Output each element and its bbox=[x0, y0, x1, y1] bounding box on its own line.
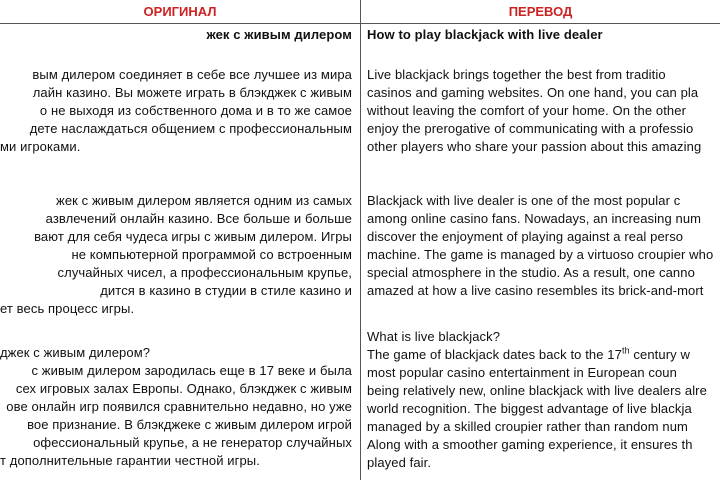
original-line: ет весь процесс игры. bbox=[0, 301, 135, 316]
translation-column-header: ПЕРЕВОД bbox=[361, 0, 720, 24]
translation-title: How to play blackjack with live dealer bbox=[367, 27, 603, 42]
original-line: о не выходя из собственного дома и в то же самое bbox=[39, 103, 352, 118]
original-line: азвлечений онлайн казино. Все больше и больше bbox=[45, 211, 352, 226]
translation-line: special atmosphere in the studio. As a result, one canno bbox=[367, 265, 695, 280]
translation-line bbox=[367, 346, 690, 364]
original-subheading: джек с живым дилером? bbox=[0, 345, 151, 360]
translation-line: casinos and gaming websites. On one hand, you can pla bbox=[367, 85, 699, 100]
translation-line: discover the enjoyment of playing against a real perso bbox=[367, 229, 684, 244]
original-line: случайных чисел, а профессиональным крупье, bbox=[57, 265, 352, 280]
original-line: с живым дилером зародилась еще в 17 веке и была bbox=[31, 363, 352, 378]
original-column bbox=[0, 24, 360, 480]
translation-line: without leaving the comfort of your home. On the other bbox=[367, 103, 687, 118]
original-line: ми игроками. bbox=[0, 139, 81, 154]
original-line: сех игровых залах Европы. Однако, блэкджек с живым bbox=[15, 381, 352, 396]
translation-line: amazed at how a live casino resembles its brick-and-mort bbox=[367, 283, 704, 298]
original-line: лайн казино. Вы можете играть в блэкджек с живым bbox=[32, 85, 352, 100]
original-line: офессиональный крупье, а не генератор случайных bbox=[33, 435, 352, 450]
original-line: дится в казино в студии в стиле казино и bbox=[100, 283, 352, 298]
original-line: не компьютерной программой со встроенным bbox=[71, 247, 352, 262]
translation-line: Blackjack with live dealer is one of the most popular c bbox=[367, 193, 681, 208]
translation-line: enjoy the prerogative of communicating with a professio bbox=[367, 121, 694, 136]
original-line: дете наслаждаться общением с профессиональным bbox=[29, 121, 352, 136]
original-line: вым дилером соединяет в себе все лучшее из мира bbox=[32, 67, 352, 82]
translation-line: world recognition. The biggest advantage of live blackja bbox=[367, 401, 692, 416]
translation-line: played fair. bbox=[367, 455, 432, 470]
original-line: жек с живым дилером является одним из самых bbox=[56, 193, 352, 208]
translation-line: machine. The game is managed by a virtuoso croupier who bbox=[367, 247, 714, 262]
original-column-header: ОРИГИНАЛ bbox=[0, 0, 360, 24]
translation-subheading: What is live blackjack? bbox=[367, 329, 501, 344]
translation-line: managed by a skilled croupier rather than random num bbox=[367, 419, 688, 434]
translation-line-tail: century w bbox=[629, 347, 690, 362]
original-line: ове онлайн игр появился сравнительно недавно, но уже bbox=[6, 399, 352, 414]
original-line: т дополнительные гарантии честной игры. bbox=[0, 453, 260, 468]
original-line: вое признание. В блэкджеке с живым дилером игрой bbox=[27, 417, 352, 432]
original-title: жек с живым дилером bbox=[206, 27, 352, 42]
translation-column bbox=[361, 24, 720, 480]
translation-line: being relatively new, online blackjack with live dealers alre bbox=[367, 383, 707, 398]
translation-line: among online casino fans. Nowadays, an increasing num bbox=[367, 211, 702, 226]
original-line: вают для себя чудеса игры с живым дилером. Игры bbox=[34, 229, 352, 244]
translation-line: most popular casino entertainment in European coun bbox=[367, 365, 677, 380]
translation-line: Live blackjack brings together the best from traditio bbox=[367, 67, 666, 82]
translation-line: other players who share your passion about this amazing bbox=[367, 139, 702, 154]
translation-line-text: The game of blackjack dates back to the 17 bbox=[367, 347, 622, 362]
ordinal-suffix: th bbox=[621, 345, 630, 356]
translation-line: Along with a smoother gaming experience, it ensures th bbox=[367, 437, 693, 452]
